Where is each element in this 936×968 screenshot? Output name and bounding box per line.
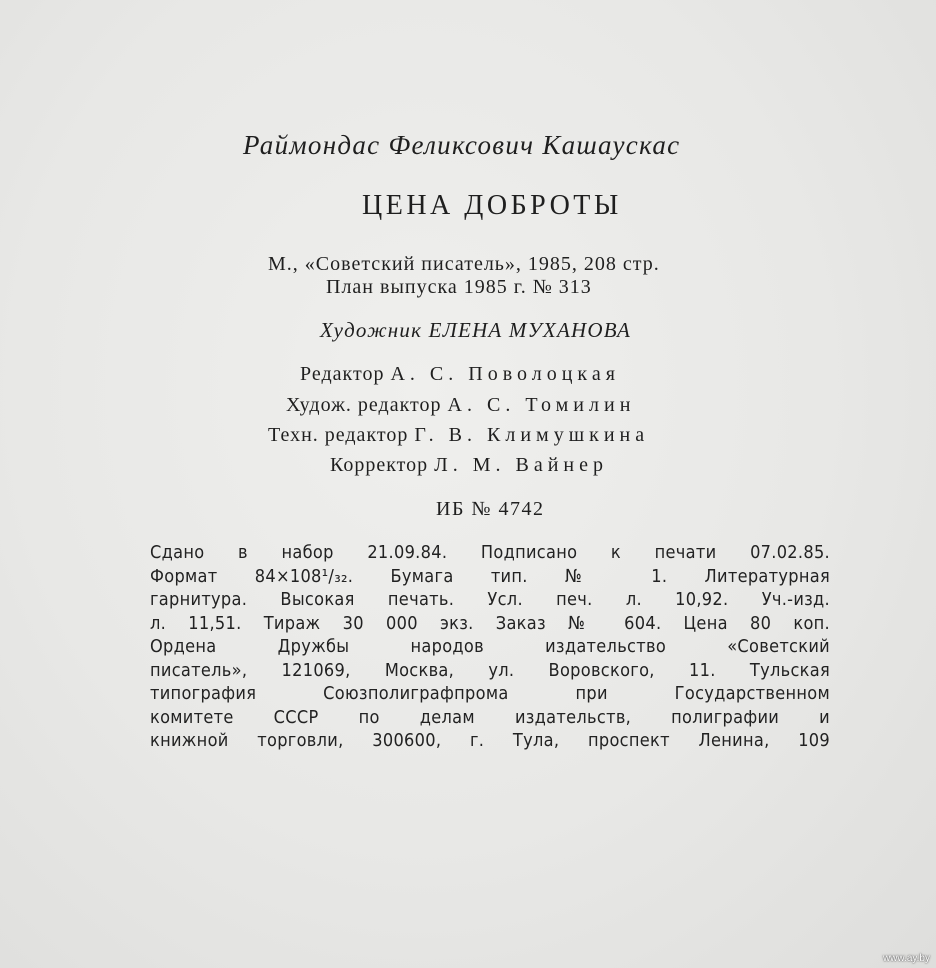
staff-credit-editor xyxy=(300,363,620,386)
staff-name: Л. М. Вайнер xyxy=(434,454,609,476)
imprint-line: комитете СССР по делам издательств, полиграфии и xyxy=(150,706,830,728)
staff-name: Г. В. Климушкина xyxy=(414,424,650,446)
staff-role: Худож. редактор xyxy=(286,394,442,416)
ib-number: ИБ № 4742 xyxy=(436,498,545,520)
artist-credit: Художник ЕЛЕНА МУХАНОВА xyxy=(320,318,631,342)
imprint-line: типография Союзполиграфпрома при Государственном xyxy=(150,683,830,704)
publication-info-line-1: М., «Советский писатель», 1985, 208 стр. xyxy=(268,253,660,275)
author-name: Раймондас Феликсович Кашаускас xyxy=(243,130,681,160)
staff-role: Редактор xyxy=(300,363,385,385)
staff-credit-art-editor xyxy=(286,394,635,417)
staff-name: А. С. Томилин xyxy=(447,394,636,416)
publication-info-line-2: План выпуска 1985 г. № 313 xyxy=(326,276,592,298)
imprint-paragraph xyxy=(150,541,830,753)
imprint-line: л. 11,51. Тираж 30 000 экз. Заказ № 604. Цена 80 коп. xyxy=(150,612,830,634)
staff-name: А. С. Поволоцкая xyxy=(390,363,620,385)
staff-credit-proofreader xyxy=(330,454,608,477)
book-title: ЦЕНА ДОБРОТЫ xyxy=(362,190,622,221)
imprint-line: писатель», 121069, Москва, ул. Воровского, 11. Тульская xyxy=(150,659,830,681)
staff-role: Корректор xyxy=(330,454,429,476)
staff-credit-tech-editor xyxy=(268,424,649,447)
staff-role: Техн. редактор xyxy=(268,424,409,446)
imprint-line: Формат 84×108¹/₃₂. Бумага тип. № 1. Литературная xyxy=(150,565,830,587)
imprint-line: книжной торговли, 300600, г. Тула, проспект Ленина, 109 xyxy=(150,730,830,751)
imprint-line: Ордена Дружбы народов издательство «Советский xyxy=(150,636,830,657)
watermark: www.ay.by xyxy=(882,953,930,964)
imprint-line: Сдано в набор 21.09.84. Подписано к печати 07.02.85. xyxy=(150,542,830,563)
imprint-line: гарнитура. Высокая печать. Усл. печ. л. 10,92. Уч.-изд. xyxy=(150,589,830,610)
